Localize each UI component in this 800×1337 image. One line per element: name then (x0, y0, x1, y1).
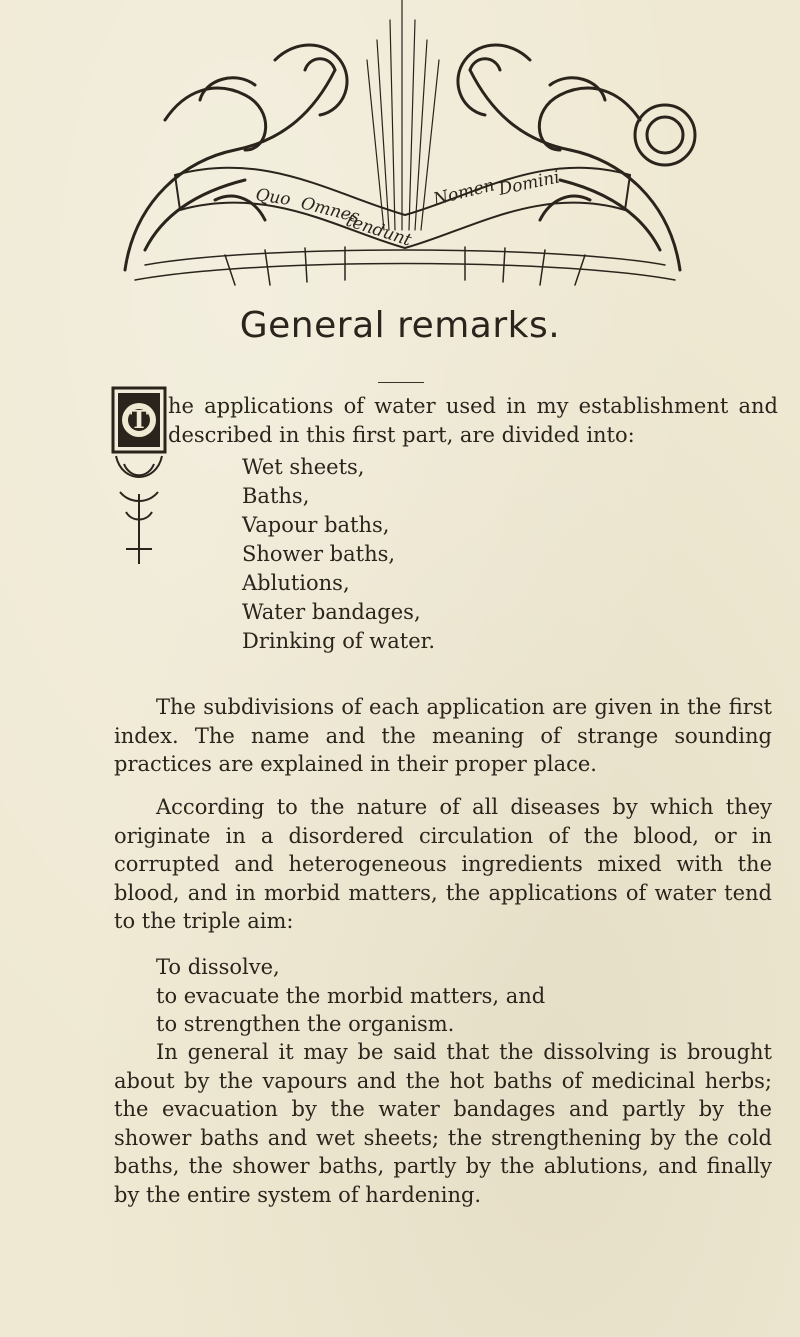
applications-list (242, 453, 435, 656)
list-item: Baths, (242, 484, 310, 508)
banner-word: Quo (254, 185, 292, 210)
base-shading (135, 247, 675, 285)
title-rule (378, 382, 424, 383)
paragraph-text: According to the nature of all diseases by which they originate in a disordered circulation of the blood, or in corrupted and heterogeneous ingredients mixed with the blood, and in morbid matters, the applications of water tend to the triple aim: (114, 795, 772, 933)
list-item: Water bandages, (242, 600, 421, 624)
list-item: to strengthen the organism. (156, 1012, 455, 1036)
banner-word: Omnes (298, 193, 362, 228)
list-item: Wet sheets, (242, 455, 365, 479)
paragraph-text: The subdivisions of each application are given in the first index. The name and the meaning of strange sounding practices are explained in their proper place. (114, 695, 772, 776)
list-item: Shower baths, (242, 542, 396, 566)
paragraph (114, 693, 772, 779)
paragraph (114, 793, 772, 936)
page-title: General remarks. (239, 305, 561, 346)
foliage-right (458, 45, 695, 270)
list-item: To dissolve, (156, 955, 280, 979)
list-item: Ablutions, (242, 571, 350, 595)
foliage-left (125, 45, 347, 270)
list-item: Vapour baths, (242, 513, 390, 537)
banner-word: Nomen (431, 175, 497, 210)
drop-cap-ornament (110, 384, 168, 600)
ornamental-vignette (105, 0, 700, 290)
aims-list (156, 953, 545, 1039)
banner-word: tendunt (343, 210, 414, 251)
central-rays (367, 0, 439, 230)
list-item: Drinking of water. (242, 629, 436, 653)
intro-text: he applications of water used in my establishment and described in this first part, are divided into: (168, 394, 778, 447)
drop-cap-letter: T (130, 405, 148, 434)
paragraph (114, 1038, 772, 1209)
banner-word: Domini (496, 167, 562, 200)
paragraph-text: In general it may be said that the dissolving is brought about by the vapours and the hot baths of medicinal herbs; the evacuation by the water bandages and partly by the shower baths and wet sheets; the strengthening by the cold baths, the shower baths, partly by the ablutions, and finally by the entire system of hardening. (114, 1040, 772, 1207)
list-item: to evacuate the morbid matters, and (156, 983, 546, 1008)
